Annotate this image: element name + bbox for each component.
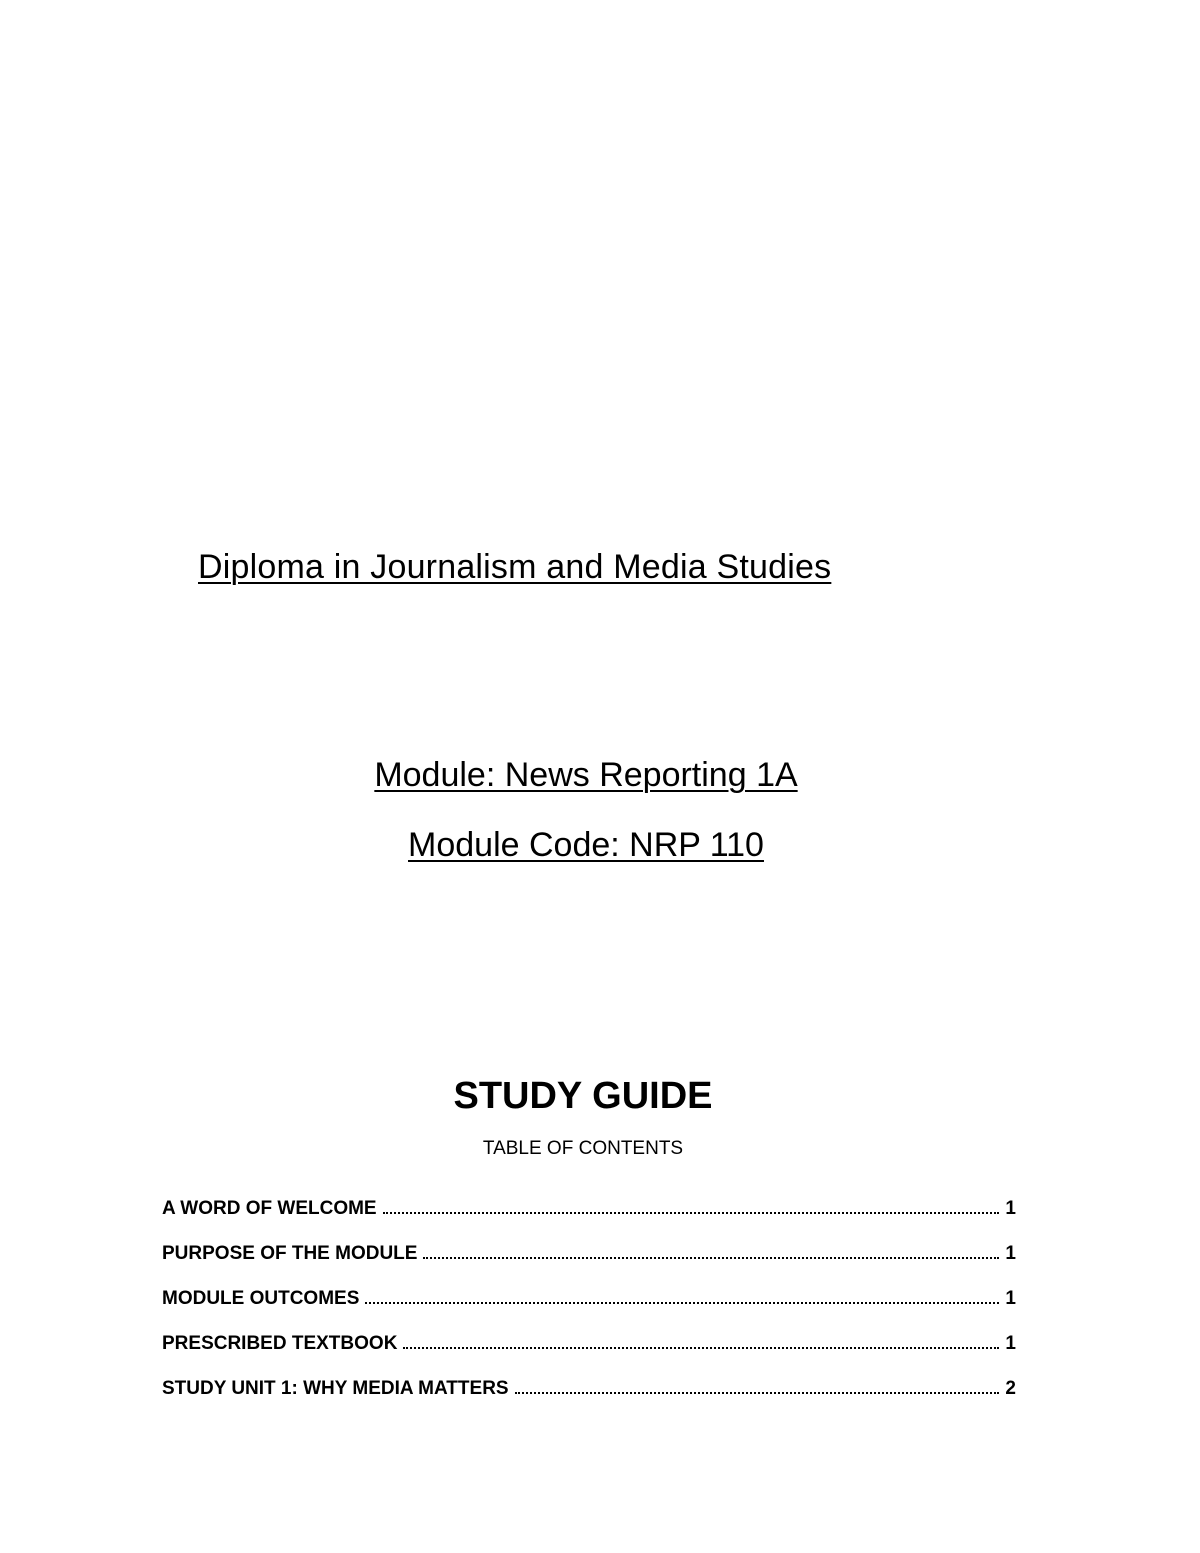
toc-entry-page: 1 [1005,1198,1016,1219]
toc-heading: TABLE OF CONTENTS [482,1138,684,1159]
toc-entry-label: PRESCRIBED TEXTBOOK [162,1333,398,1354]
module-name: Module: News Reporting 1A [374,756,798,794]
toc-entry-word-of-welcome[interactable] [162,1198,1016,1243]
toc-entry-page: 1 [1005,1288,1016,1309]
toc-entry-label: MODULE OUTCOMES [162,1288,360,1309]
toc-dot-leader [515,1392,1000,1394]
module-code: Module Code: NRP 110 [408,826,764,864]
toc-entry-purpose-of-module[interactable] [162,1243,1016,1288]
toc-dot-leader [423,1257,999,1259]
toc-entry-module-outcomes[interactable] [162,1288,1016,1333]
table-of-contents [162,1198,1016,1423]
toc-entry-page: 1 [1005,1243,1016,1264]
toc-entry-study-unit-1[interactable] [162,1378,1016,1423]
toc-dot-leader [403,1347,999,1349]
toc-entry-page: 1 [1005,1333,1016,1354]
toc-dot-leader [383,1212,1000,1214]
diploma-title: Diploma in Journalism and Media Studies [198,548,832,586]
toc-entry-label: A WORD OF WELCOME [162,1198,377,1219]
toc-entry-prescribed-textbook[interactable] [162,1333,1016,1378]
toc-entry-page: 2 [1005,1378,1016,1399]
toc-entry-label: PURPOSE OF THE MODULE [162,1243,418,1264]
toc-dot-leader [365,1302,999,1304]
study-guide-title: STUDY GUIDE [453,1075,713,1117]
toc-entry-label: STUDY UNIT 1: WHY MEDIA MATTERS [162,1378,509,1399]
